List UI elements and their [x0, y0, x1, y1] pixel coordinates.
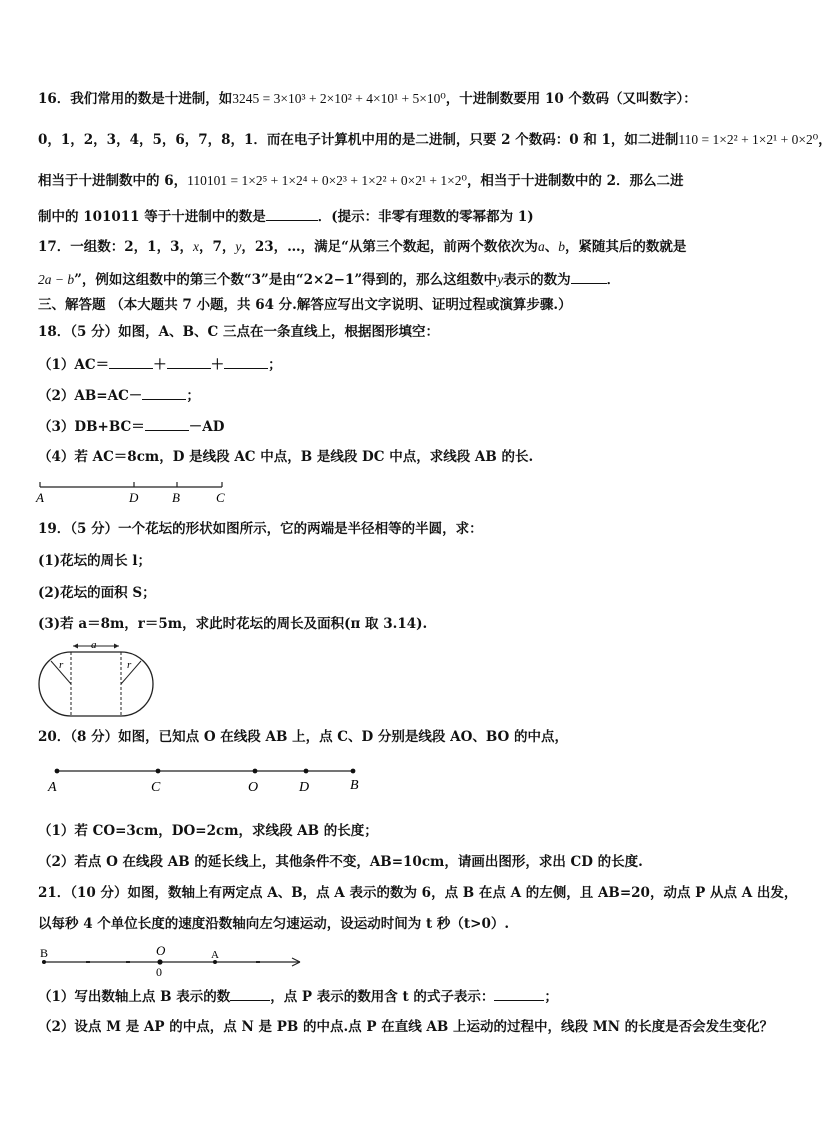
q17-var-a: a [537, 239, 545, 254]
q19-title: 19．（5 分）一个花坛的形状如图所示，它的两端是半径相等的半圆，求： [38, 521, 483, 537]
q17-text: ，23，…，满足“从第三个数起，前两个数依次为 [241, 239, 538, 255]
label-zero: 0 [156, 965, 162, 979]
label-a: A [211, 949, 219, 961]
q18-part-2 [38, 386, 200, 405]
q18-blank-5[interactable] [145, 417, 189, 431]
q19-part-2: (2)花坛的面积 S； [38, 585, 156, 601]
q19-part-1: (1)花坛的周长 l； [38, 553, 151, 569]
label-b: B [172, 490, 180, 505]
point-c [156, 769, 161, 774]
q16-text: 制中的 101011 等于十进制中的数是 [38, 209, 266, 225]
q17-var-y: y [235, 239, 242, 254]
label-c: C [216, 490, 225, 505]
label-o: O [248, 780, 259, 795]
q16-answer-blank[interactable] [266, 207, 318, 221]
q19-flowerbed-figure [35, 638, 160, 720]
q18-blank-1[interactable] [109, 355, 153, 369]
point-b [42, 960, 46, 964]
q16-line-3 [38, 172, 684, 190]
label-d: D [129, 490, 139, 505]
q17-var-y: y [497, 272, 504, 287]
q18-title: 18．（5 分）如图，A、B、C 三点在一条直线上，根据图形填空： [38, 324, 439, 340]
q16-text: 相当于十进制数中的 6， [38, 173, 188, 189]
q16-hint: ．(提示：非零有理数的零幂都为 1) [317, 209, 534, 225]
q18-text: －AD [188, 419, 225, 435]
q17-text: 17．一组数：2，1，3， [38, 239, 193, 255]
q20-line-segment-figure [40, 762, 380, 798]
point-d [304, 769, 309, 774]
q18-text: ； [186, 388, 200, 404]
q20-part-2: （2）若点 O 在线段 AB 的延长线上，其他条件不变，AB=10cm，请画出图形，求出 CD 的长度. [38, 854, 643, 870]
q21-line-1: 21．（10 分）如图，数轴上有两定点 A、B，点 A 表示的数为 6，点 B 在点 A 的左侧，且 AB=20，动点 P 从点 A 出发， [38, 885, 798, 901]
point-o [157, 959, 162, 964]
q16-line-4 [38, 207, 534, 226]
label-r-left: r [59, 659, 64, 671]
q18-part-1 [38, 355, 282, 374]
q17-var-b: b [558, 239, 565, 254]
q16-text: ， [818, 132, 832, 148]
q18-blank-3[interactable] [224, 355, 268, 369]
q16-line-2 [38, 131, 832, 149]
q16-text: 0，1，2，3，4，5，6，7，8，1．而在电子计算机中用的是二进制，只要 2 个数码：0 和 1，如二进制 [38, 132, 679, 148]
q18-line-segment-figure [30, 478, 240, 508]
q21-part-2: （2）设点 M 是 AP 的中点，点 N 是 PB 的中点.点 P 在直线 AB 上运动的过程中，线段 MN 的长度是否会发生变化？ [38, 1019, 774, 1035]
q21-text: （1）写出数轴上点 B 表示的数 [38, 989, 231, 1005]
q18-text: （1）AC＝ [38, 357, 110, 373]
q17-var-x: x [192, 239, 199, 254]
label-d: D [299, 780, 310, 795]
q18-plus: ＋ [210, 357, 225, 373]
q21-line-2: 以每秒 4 个单位长度的速度沿数轴向左匀速运动，设运动时间为 t 秒（t>0）. [38, 916, 510, 932]
q17-expression: 2a − b [38, 272, 75, 287]
q16-line-1 [38, 90, 697, 108]
q18-part-3 [38, 417, 224, 436]
q17-text: ，7， [198, 239, 236, 255]
label-a: A [36, 490, 44, 505]
q18-plus: ＋ [153, 357, 167, 373]
q16-equation-binary-110101: 110101 = 1×2⁵ + 1×2⁴ + 0×2³ + 1×2² + 0×2¹ + 1×2⁰ [187, 173, 467, 188]
q20-part-1: （1）若 CO=3cm，DO=2cm，求线段 AB 的长度； [38, 823, 378, 839]
q17-text: ． [606, 272, 621, 288]
q18-blank-4[interactable] [142, 386, 186, 400]
point-b [351, 769, 356, 774]
q18-text: ； [268, 357, 282, 373]
label-b: B [350, 778, 359, 793]
label-r-right: r [127, 659, 132, 671]
label-a: a [91, 639, 97, 651]
q16-text: 16．我们常用的数是十进制，如 [38, 91, 233, 107]
q16-text: ，相当于十进制数中的 2．那么二进 [466, 173, 684, 189]
q18-blank-2[interactable] [167, 355, 211, 369]
q16-equation-binary-110: 110 = 1×2² + 1×2¹ + 0×2⁰ [678, 132, 819, 147]
q17-text: ，紧随其后的数就是 [564, 239, 687, 255]
q21-blank-p[interactable] [494, 987, 544, 1001]
q17-answer-blank[interactable] [571, 270, 607, 284]
q16-text: ，十进制数要用 10 个数码（又叫数字）： [445, 91, 697, 107]
q17-text: 、 [544, 239, 559, 255]
q19-part-3: (3)若 a＝8m，r＝5m，求此时花坛的周长及面积(π 取 3.14). [38, 616, 428, 632]
q16-equation-decimal: 3245 = 3×10³ + 2×10² + 4×10¹ + 5×10⁰ [232, 91, 446, 106]
q17-text: ”，例如这组数中的第三个数“3”是由“2×2−1”得到的，那么这组数中 [74, 272, 498, 288]
point-a [55, 769, 60, 774]
q21-number-line [36, 942, 311, 978]
q20-title: 20．（8 分）如图，已知点 O 在线段 AB 上，点 C、D 分别是线段 AO、BO 的中点， [38, 729, 568, 745]
q18-text: （2）AB=AC－ [38, 388, 143, 404]
label-o: O [156, 943, 166, 958]
label-b: B [40, 946, 49, 960]
flowerbed-outline [39, 652, 153, 716]
q17-line-2 [38, 270, 620, 289]
q18-part-4: （4）若 AC＝8cm，D 是线段 AC 中点，B 是线段 DC 中点，求线段 AB 的长. [38, 449, 534, 465]
point-o [253, 769, 258, 774]
q18-text: （3）DB+BC＝ [38, 419, 145, 435]
q21-part-1 [38, 987, 558, 1006]
label-a: A [48, 780, 57, 795]
section-heading: 三、解答题 （本大题共 7 小题，共 64 分.解答应写出文字说明、证明过程或演算步骤.） [38, 297, 572, 313]
q17-text: 表示的数为 [503, 272, 571, 288]
q21-blank-b[interactable] [230, 987, 270, 1001]
label-c: C [151, 780, 161, 795]
q17-line-1 [38, 238, 686, 256]
q21-text: ； [544, 989, 558, 1005]
q21-text: ，点 P 表示的数用含 t 的式子表示： [270, 989, 495, 1005]
